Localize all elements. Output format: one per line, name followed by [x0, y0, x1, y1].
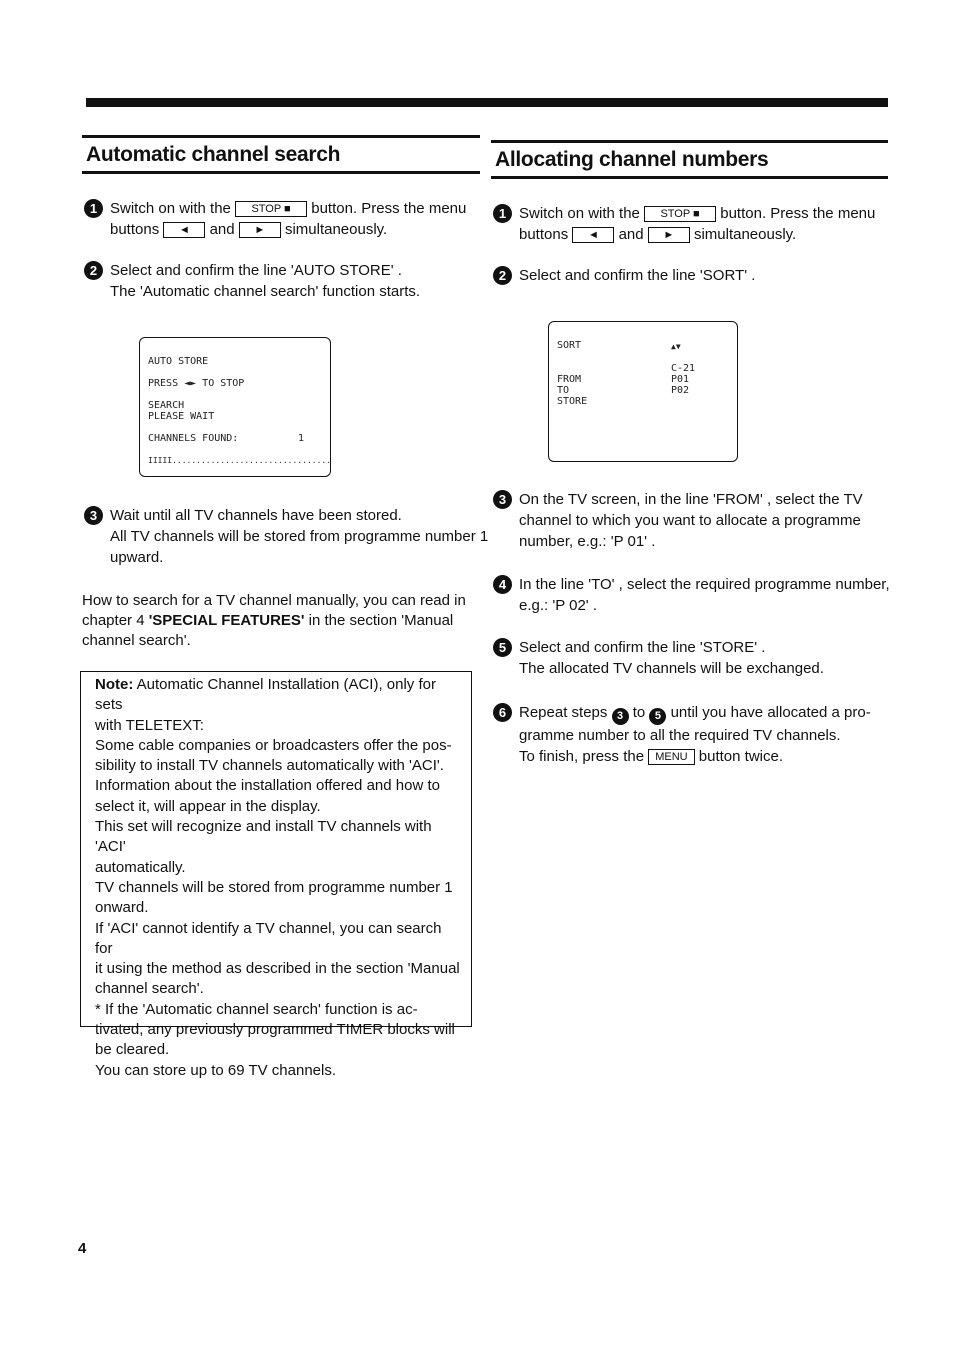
left-arrow-key-label: ◄: [163, 222, 205, 238]
screen-line: AUTO STORE: [148, 356, 209, 367]
sort-screen: [548, 321, 738, 462]
left-arrow-key-label: ◄: [572, 227, 614, 243]
paragraph-text: chapter 4: [82, 612, 149, 629]
step-text: simultaneously.: [284, 221, 388, 238]
step-text: Select and confirm the line 'AUTO STORE' .: [110, 262, 402, 279]
note-line: with TELETEXT:: [95, 716, 204, 734]
step-ref-badge: 5: [649, 708, 666, 725]
step-text: Select and confirm the line 'STORE' .: [519, 639, 766, 656]
right-arrow-key-label: ►: [648, 227, 690, 243]
paragraph-text: in the section 'Manual: [304, 612, 454, 629]
note-line: onward.: [95, 899, 149, 917]
page-number: 4: [78, 1240, 87, 1257]
screen-label-from: FROM: [557, 374, 582, 385]
screen-label-sort: SORT: [557, 340, 582, 351]
right-arrow-key-label: ►: [239, 222, 281, 238]
note-line: You can store up to 69 TV channels.: [95, 1061, 337, 1079]
step-number-badge: 2: [493, 266, 512, 285]
section-header-allocating-numbers: [491, 140, 888, 179]
note-line: select it, will appear in the display.: [95, 797, 321, 815]
note-line: sibility to install TV channels automatically with 'ACI'.: [95, 757, 444, 775]
step-text: and: [209, 221, 235, 238]
note-label: Note:: [95, 676, 134, 693]
right-step-2: [491, 265, 888, 286]
step-number-badge: 1: [493, 204, 512, 223]
note-box: [80, 671, 472, 1079]
progress-dots: IIIII.................................: [148, 456, 332, 465]
manual-search-paragraph: [82, 591, 482, 651]
step-text: button. Press the menu: [720, 205, 876, 222]
step-text: number, e.g.: 'P 01' .: [519, 533, 656, 550]
step-text: buttons: [519, 226, 569, 243]
note-line: If 'ACI' cannot identify a TV channel, you can search for: [95, 919, 442, 957]
section-header-automatic-search: [82, 135, 480, 174]
step-text: On the TV screen, in the line 'FROM' , select the TV: [519, 491, 863, 508]
section-title: Allocating channel numbers: [495, 148, 769, 171]
note-first-line: [95, 675, 461, 716]
left-column: [82, 135, 480, 302]
left-step-3: [82, 505, 510, 568]
step-text: e.g.: 'P 02' .: [519, 597, 598, 614]
note-line: Information about the installation offered and how to: [95, 777, 440, 795]
note-line: be cleared.: [95, 1041, 170, 1059]
step-text: gramme number to all the required TV channels.: [519, 727, 841, 744]
step-text: The allocated TV channels will be exchanged.: [519, 660, 824, 677]
step-number-badge: 2: [84, 261, 103, 280]
step-text: Repeat steps: [519, 704, 612, 721]
step-number-badge: 3: [493, 490, 512, 509]
auto-store-screen: [139, 337, 331, 477]
step-number-badge: 6: [493, 703, 512, 722]
stop-key-label: STOP ■: [644, 206, 716, 222]
note-line: tivated, any previously programmed TIMER blocks will: [95, 1021, 455, 1039]
note-line: it using the method as described in the section 'Manual: [95, 960, 460, 978]
right-step-4: [491, 574, 916, 616]
step-text: In the line 'TO' , select the required programme number,: [519, 576, 890, 593]
step-text: Wait until all TV channels have been stored.: [110, 507, 402, 524]
screen-line: PRESS ◄► TO STOP: [148, 378, 245, 389]
right-step-1: [491, 203, 888, 245]
step-text: To finish, press the: [519, 748, 649, 765]
step-text: upward.: [110, 549, 164, 566]
left-step-1: [82, 198, 480, 240]
step-text: button. Press the menu: [311, 200, 467, 217]
menu-key-label: MENU: [648, 749, 694, 765]
right-step-6: [491, 702, 916, 767]
screen-label-store: STORE: [557, 396, 588, 407]
step-text: Switch on with the: [519, 205, 640, 222]
step-text: button twice.: [694, 748, 784, 765]
step-ref-badge: 3: [612, 708, 629, 725]
channels-found-value: 1: [298, 433, 305, 444]
step-text: to: [628, 704, 650, 721]
step-text: simultaneously.: [693, 226, 797, 243]
note-line: * If the 'Automatic channel search' function is ac-: [95, 1000, 418, 1018]
screen-value: P01: [671, 374, 690, 385]
step-number-badge: 1: [84, 199, 103, 218]
right-step-3: [491, 489, 916, 552]
right-column: [491, 140, 888, 286]
step-text: Select and confirm the line 'SORT' .: [519, 267, 756, 284]
step-text: channel to which you want to allocate a programme: [519, 512, 861, 529]
section-title: Automatic channel search: [86, 143, 341, 166]
step-text: All TV channels will be stored from programme number 1: [110, 528, 489, 545]
left-step-2: [82, 260, 480, 302]
note-line: TV channels will be stored from programme number 1: [95, 878, 453, 896]
step-number-badge: 4: [493, 575, 512, 594]
screen-line: CHANNELS FOUND:: [148, 433, 239, 444]
note-line: This set will recognize and install TV channels with 'ACI': [95, 818, 432, 856]
screen-value: P02: [671, 385, 690, 396]
screen-line: SEARCH: [148, 400, 185, 411]
note-line: Automatic Channel Installation (ACI), only for sets: [95, 676, 436, 714]
right-step-5: [491, 637, 916, 679]
screen-line: PLEASE WAIT: [148, 411, 215, 422]
step-text: The 'Automatic channel search' function starts.: [110, 283, 421, 300]
top-rule: [86, 98, 888, 107]
note-line: automatically.: [95, 858, 186, 876]
screen-value: C-21: [671, 363, 696, 374]
paragraph-text: How to search for a TV channel manually, you can read in: [82, 592, 466, 609]
screen-label-to: TO: [557, 385, 570, 396]
step-number-badge: 5: [493, 638, 512, 657]
step-text: until you have allocated a pro-: [666, 704, 871, 721]
step-number-badge: 3: [84, 506, 103, 525]
step-text: Switch on with the: [110, 200, 231, 217]
chapter-reference: 'SPECIAL FEATURES': [148, 612, 305, 629]
note-line: Some cable companies or broadcasters offer the pos-: [95, 736, 452, 754]
paragraph-text: channel search'.: [82, 632, 191, 649]
step-text: buttons: [110, 221, 160, 238]
stop-key-label: STOP ■: [235, 201, 307, 217]
up-down-arrows-icon: ▲▼: [671, 342, 681, 351]
note-line: channel search'.: [95, 980, 204, 998]
step-text: and: [618, 226, 644, 243]
